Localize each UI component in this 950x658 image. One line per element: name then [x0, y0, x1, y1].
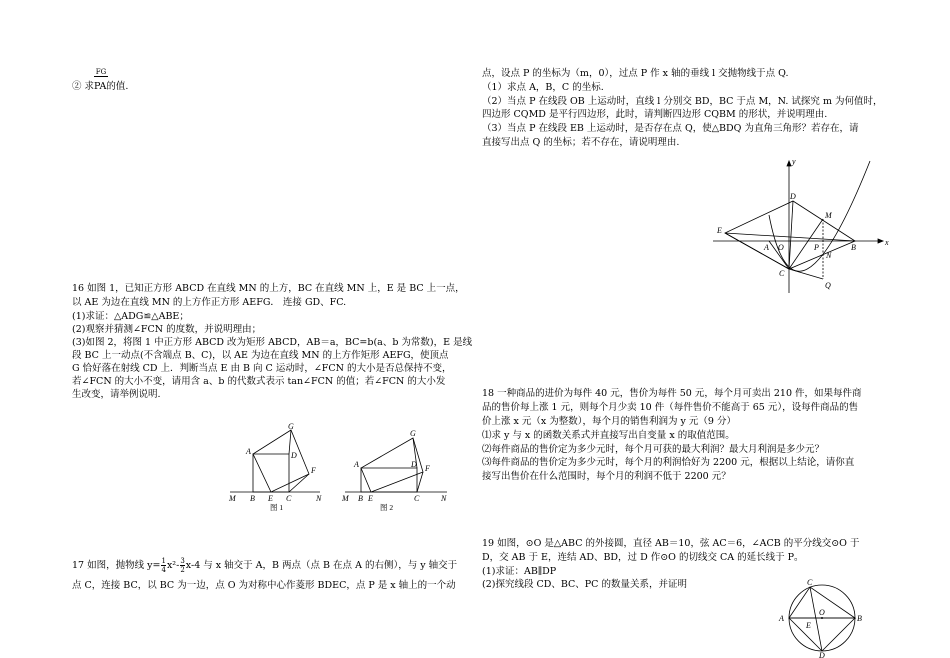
svg-text:N: N — [316, 494, 322, 503]
svg-text:图 2: 图 2 — [380, 503, 394, 512]
parabola-labels — [716, 157, 889, 290]
q18-line-4: ⑴求 y 与 x 的函数关系式并直接写出自变量 x 的取值范围。 — [482, 430, 735, 441]
svg-text:A: A — [354, 460, 359, 469]
q16-line-4: (2)观察并猜测∠FCN 的度数，并说明理由； — [72, 324, 262, 335]
svg-text:D: D — [291, 451, 297, 460]
q17-cont-line-1: 点，设点 P 的坐标为（m，0），过点 P 作 x 轴的垂线 l 交抛物线于点 Q. — [482, 68, 789, 79]
svg-text:M: M — [229, 494, 236, 503]
q18-line-7: 接写出售价在什么范围时，每个月的利润不低于 2200 元？ — [482, 471, 731, 482]
q16-line-1: 16 如图 1，已知正方形 ABCD 在直线 MN 的上方，BC 在直线 MN 上，E 是 BC 上一点， — [72, 283, 465, 294]
q19-line-4: (2)探究线段 CD、BC、PC 的数量关系，并证明 — [482, 579, 687, 590]
figure-1-labels — [228, 422, 322, 512]
q16-line-2: 以 AE 为边在直线 MN 的上方作正方形 AEFG． 连接 GD、FC. — [72, 297, 347, 308]
fraction-numerator: FG — [95, 68, 107, 76]
svg-text:x: x — [885, 238, 889, 247]
svg-text:F: F — [311, 466, 316, 475]
q19-circle-figure — [776, 578, 872, 658]
q18-line-2: 品的售价每上涨 1 元，则每个月少卖 10 件（每件售价不能高于 65 元），设每件商品的售 — [482, 402, 859, 413]
svg-text:D: D — [411, 460, 417, 469]
fraction-1-4: $\frac{1}{4}$ — [161, 557, 166, 574]
q16-figures — [225, 420, 455, 515]
svg-text:F: F — [425, 464, 430, 473]
svg-text:C: C — [286, 494, 292, 503]
svg-text:N: N — [441, 494, 447, 503]
figure-2-labels — [341, 429, 447, 512]
q18-line-5: ⑵每件商品的售价定为多少元时，每个月可获的最大利润？最大月利润是多少元？ — [482, 444, 825, 455]
svg-text:B: B — [358, 494, 363, 503]
svg-text:G: G — [410, 429, 416, 438]
svg-text:图 1: 图 1 — [270, 503, 284, 512]
svg-text:B: B — [851, 243, 856, 252]
question-15-part-2: ② 求PA的值. — [72, 81, 129, 92]
svg-text:E: E — [368, 494, 373, 503]
svg-text:E: E — [268, 494, 273, 503]
q17-parabola-figure — [705, 155, 895, 295]
figure-1 — [230, 430, 320, 492]
svg-text:B: B — [857, 614, 862, 623]
svg-text:D: D — [790, 192, 796, 201]
svg-text:O: O — [819, 608, 825, 617]
q17-cont-line-5: （3）当点 P 在线段 EB 上运动时，是否存在点 Q，使△BDQ 为直角三角形？若存在，请 — [482, 123, 859, 134]
q16-line-5: (3)如图 2，将图 1 中正方形 ABCD 改为矩形 ABCD，AB＝a，BC=b(a、b 为常数)，E 是线 — [72, 337, 473, 348]
svg-text:M: M — [342, 494, 349, 503]
q19-line-2: D，交 AB 于 E，连结 AD、BD，过 D 作⊙O 的切线交 CA 的延长线于 P。 — [482, 552, 804, 563]
svg-text:B: B — [250, 494, 255, 503]
svg-text:C: C — [807, 578, 813, 587]
svg-text:O: O — [778, 243, 784, 252]
q17-line-1: 17 如图，抛物线 y= $\frac{1}{4}$ x²- $\frac{3}{2}$ x-4 与 x 轴交于 A，B 两点（点 B 在点 A 的右侧），与 y 轴交于 — [72, 557, 458, 574]
svg-text:E: E — [806, 621, 811, 630]
svg-text:P: P — [814, 243, 819, 252]
q16-line-9: 生改变，请举例说明. — [72, 389, 161, 400]
q16-line-8: 若∠FCN 的大小不变，请用含 a、b 的代数式表示 tan∠FCN 的值；若∠FCN 的大小发 — [72, 376, 446, 387]
svg-text:E: E — [717, 226, 722, 235]
svg-text:D: D — [819, 651, 825, 658]
svg-text:y: y — [792, 157, 796, 166]
svg-text:C: C — [779, 269, 785, 278]
q19-line-3: (1)求证：AB∥DP — [482, 566, 557, 577]
svg-text:N: N — [826, 251, 832, 260]
fraction-3-2: $\frac{3}{2}$ — [180, 557, 185, 574]
q16-line-3: (1)求证：△ADG≌△ABE； — [72, 311, 189, 322]
svg-text:C: C — [414, 494, 420, 503]
q17-cont-line-3: （2）当点 P 在线段 OB 上运动时，直线 l 分别交 BD，BC 于点 M，N. 试探究 m 为何值时， — [482, 96, 883, 107]
figure-2 — [345, 438, 447, 492]
q17-line-2: 点 C，连接 BC，以 BC 为一边，点 O 为对称中心作菱形 BDEC，点 P 是 x 轴上的一个动 — [72, 580, 456, 591]
svg-text:Q: Q — [825, 281, 831, 290]
q16-line-7: G 恰好落在射线 CD 上．判断当点 E 由 B 向 C 运动时，∠FCN 的大小是否总保持不变， — [72, 363, 452, 374]
svg-text:A: A — [764, 243, 769, 252]
q18-line-3: 价上涨 x 元（x 为整数），每个月的销售利润为 y 元（9 分） — [482, 416, 736, 427]
q18-line-1: 18 一种商品的进价为每件 40 元，售价为每件 50 元，每个月可卖出 210 件，如果每件商 — [482, 388, 862, 399]
q18-line-6: ⑶每件商品的售价定为多少元时，每个月的利润恰好为 2200 元，根据以上结论，请你直 — [482, 457, 855, 468]
svg-text:A: A — [779, 614, 784, 623]
q17-cont-line-2: （1）求点 A，B，C 的坐标. — [482, 82, 604, 93]
q19-line-1: 19 如图，⊙O 是△ABC 的外接圆，直径 AB＝10，弦 AC＝6，∠ACB 的平分线交⊙O 于 — [482, 538, 860, 549]
q16-line-6: 段 BC 上一动点(不含端点 B、C)，以 AE 为边在直线 MN 的上方作矩形 AEFG，使顶点 — [72, 350, 449, 361]
svg-text:G: G — [288, 422, 294, 431]
q17-cont-line-6: 直接写出点 Q 的坐标；若不存在，请说明理由. — [482, 137, 680, 148]
svg-text:M: M — [825, 211, 832, 220]
svg-text:A: A — [246, 447, 251, 456]
q17-cont-line-4: 四边形 CQMD 是平行四边形，此时，请判断四边形 CQBM 的形状，并说明理由. — [482, 109, 828, 120]
